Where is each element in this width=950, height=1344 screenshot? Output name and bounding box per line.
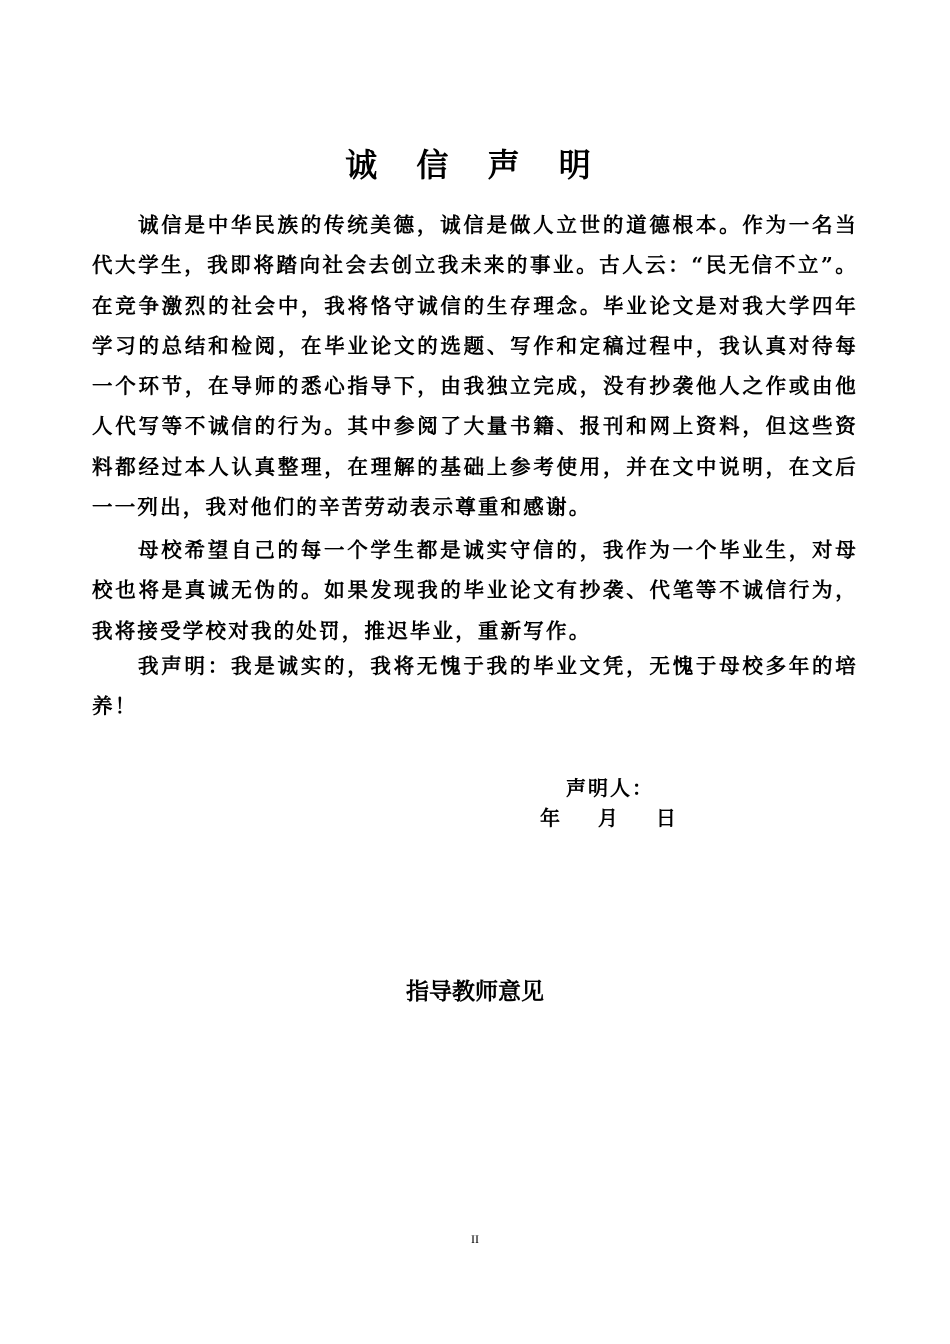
page-title: 诚 信 声 明 <box>345 146 605 184</box>
advisor-opinion-heading: 指导教师意见 <box>406 979 544 1005</box>
signature-label: 声明人： <box>566 776 654 800</box>
integrity-paragraph-1: 诚信是中华民族的传统美德，诚信是做人立世的道德根本。作为一名当代大学生，我即将踏向社会去创立我未来的事业。古人云：“民无信不立”。在竞争激烈的社会中，我将恪守诚信的生存理念。毕业论文是对我大学四年学习的总结和检阅，在毕业论文的选题、写作和定稿过程中，我认真对待每一个环节，在导师的悉心指导下，由我独立完成，没有抄袭他人之作或由他人代写等不诚信的行为。其中参阅了大量书籍、报刊和网上资料，但这些资料都经过本人认真整理，在理解的基础上参考使用，并在文中说明，在文后一一列出，我对他们的辛苦劳动表示尊重和感谢。 <box>92 213 858 520</box>
integrity-paragraph-2: 母校希望自己的每一个学生都是诚实守信的，我作为一个毕业生，对母校也将是真诚无伪的。如果发现我的毕业论文有抄袭、代笔等不诚信行为，我将接受学校对我的处罚，推迟毕业，重新写作。 <box>92 538 858 643</box>
date-line: 年 月 日 <box>540 806 676 830</box>
page-number: II <box>471 1232 479 1246</box>
integrity-paragraph-3: 我声明：我是诚实的，我将无愧于我的毕业文凭，无愧于母校多年的培养！ <box>92 654 858 719</box>
